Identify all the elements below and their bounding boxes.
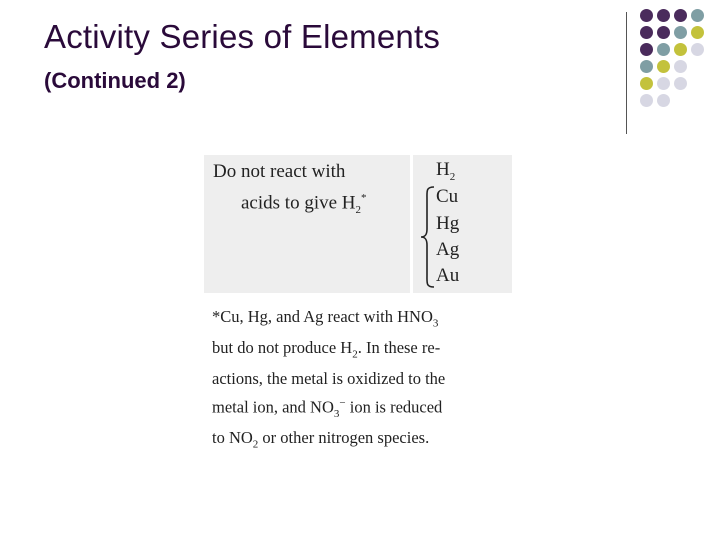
decor-dot [674, 26, 687, 39]
decor-dot [657, 77, 670, 90]
decor-dot [640, 9, 653, 22]
decorative-dot-grid [639, 8, 719, 118]
condition-line-2 [213, 185, 367, 224]
decorative-divider [626, 12, 627, 134]
decor-dot [657, 26, 670, 39]
condition-subscript: 2 [355, 204, 362, 217]
footnote-text: or other nitrogen species. [258, 428, 430, 448]
footnote-text: metal ion, and NO [212, 397, 334, 417]
condition-line-2-text: acids to give H [241, 192, 356, 214]
footnote-superscript: − [339, 397, 346, 410]
brace-icon [420, 185, 436, 289]
condition-panel [204, 155, 410, 293]
decor-dot [640, 60, 653, 73]
condition-text [213, 158, 367, 224]
decor-dot [674, 60, 687, 73]
footnote [212, 305, 512, 457]
decor-dot [691, 26, 704, 39]
decor-dot [674, 77, 687, 90]
footnote-line-3: actions, the metal is oxidized to the [212, 368, 446, 388]
footnote-line-1 [212, 305, 512, 336]
footnote-subscript: 2 [352, 348, 358, 361]
footnote-marker: * [361, 192, 367, 204]
footnote-text: ion is reduced [345, 397, 443, 417]
element-ag: Ag [436, 239, 460, 260]
footnote-text: *Cu, Hg, and Ag react with HNO [212, 307, 433, 326]
footnote-line-2 [212, 336, 512, 367]
condition-line-1: Do not react with [213, 161, 346, 182]
decor-dot [640, 94, 653, 107]
decor-dot [674, 43, 687, 56]
footnote-subscript: 2 [252, 438, 259, 451]
footnote-text: . In these re- [357, 337, 441, 357]
decor-dot [657, 60, 670, 73]
decor-dot [640, 26, 653, 39]
footnote-line-4 [212, 391, 512, 426]
slide-subtitle: (Continued 2) [44, 68, 186, 93]
decor-dot [657, 94, 670, 107]
element-h2-subscript: 2 [449, 170, 456, 183]
decor-dot [691, 9, 704, 22]
decor-dot [640, 43, 653, 56]
decor-dot [640, 77, 653, 90]
element-cu: Cu [436, 186, 459, 207]
slide-title: Activity Series of Elements [44, 18, 441, 55]
footnote-text: to NO [212, 428, 253, 448]
decor-dot [674, 9, 687, 22]
activity-series-figure [204, 155, 512, 451]
decor-dot [691, 43, 704, 56]
footnote-subscript: 3 [333, 407, 340, 420]
element-h2-symbol: H [436, 159, 450, 180]
element-au: Au [436, 265, 460, 286]
footnote-text: but do not produce H [212, 337, 353, 357]
decor-dot [657, 9, 670, 22]
element-h2 [436, 159, 455, 183]
decor-dot [657, 43, 670, 56]
footnote-subscript: 3 [432, 317, 439, 330]
element-hg: Hg [436, 213, 460, 234]
footnote-line-5 [212, 426, 512, 457]
